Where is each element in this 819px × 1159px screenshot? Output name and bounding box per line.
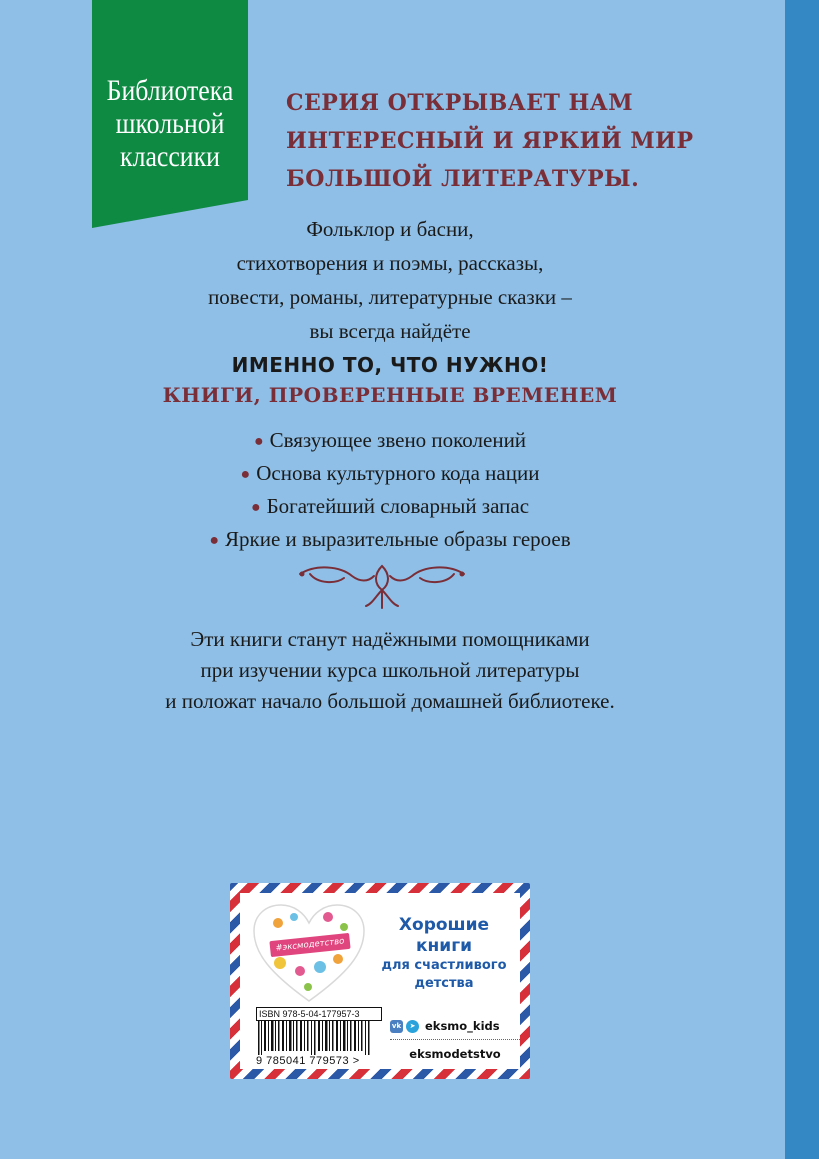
list-item xyxy=(60,457,720,490)
isbn: ISBN 978-5-04-177957-3 xyxy=(256,1007,382,1021)
headline-line: БОЛЬШОЙ ЛИТЕРАТУРЫ. xyxy=(286,166,640,192)
heart-logo xyxy=(250,901,368,1005)
site-handle: eksmodetstvo xyxy=(409,1047,501,1061)
series-name-line: школьной xyxy=(115,107,225,140)
series-name xyxy=(103,74,237,173)
telegram-icon: ➤ xyxy=(406,1020,419,1033)
slogan-line: книги xyxy=(416,936,472,956)
list-item xyxy=(60,490,720,523)
vk-icon: vk xyxy=(390,1020,403,1033)
list-item-text: Богатейший словарный запас xyxy=(266,494,530,518)
sticker-panel xyxy=(240,893,520,1069)
headline-line: СЕРИЯ ОТКРЫВАЕТ НАМ xyxy=(286,90,634,116)
bullet-icon: ● xyxy=(250,499,261,516)
series-name-line: Библиотека xyxy=(106,74,234,107)
list-item-text: Основа культурного кода нации xyxy=(256,461,540,485)
genres-line: вы всегда найдёте xyxy=(309,319,471,343)
hashtag-badge: #эксмодетство xyxy=(269,933,350,957)
list-item-text: Связующее звено поколений xyxy=(269,428,527,452)
genres-paragraph xyxy=(60,212,720,382)
social-row xyxy=(390,1017,520,1040)
barcode-number: 9 785041 779573 > xyxy=(256,1055,360,1067)
slogan-line: Хорошие xyxy=(398,915,490,935)
feature-list xyxy=(60,424,720,556)
list-item-text: Яркие и выразительные образы героев xyxy=(225,527,571,551)
genres-line: Фольклор и басни, xyxy=(306,217,474,241)
social-links xyxy=(390,1017,520,1061)
book-spine xyxy=(785,0,819,1159)
promo-sticker xyxy=(230,883,530,1079)
slogan-line: для счастливого xyxy=(381,958,507,973)
closing-line: при изучении курса школьной литературы xyxy=(200,658,580,682)
headline xyxy=(286,84,756,198)
closing-line: Эти книги станут надёжными помощниками xyxy=(190,627,590,651)
bullet-icon: ● xyxy=(209,532,219,549)
social-handle: eksmo_kids xyxy=(425,1019,500,1033)
genres-line: стихотворения и поэмы, рассказы, xyxy=(236,251,544,275)
section-subhead: КНИГИ, ПРОВЕРЕННЫЕ ВРЕМЕНЕМ xyxy=(162,383,618,407)
series-ribbon xyxy=(92,0,248,228)
genres-line: повести, романы, литературные сказки – xyxy=(208,285,572,309)
bullet-icon: ● xyxy=(253,433,264,450)
closing-line: и положат начало большой домашней библиотеке. xyxy=(165,689,615,713)
genres-emphasis: ИМЕННО ТО, ЧТО НУЖНО! xyxy=(231,353,549,377)
ornament-divider-icon xyxy=(296,560,468,612)
list-item xyxy=(60,523,720,556)
list-item xyxy=(60,424,720,457)
series-name-line: классики xyxy=(120,140,220,173)
headline-line: ИНТЕРЕСНЫЙ И ЯРКИЙ МИР xyxy=(286,128,694,154)
bullet-icon: ● xyxy=(240,466,251,483)
sticker-slogan xyxy=(374,915,514,993)
slogan-line: детства xyxy=(414,976,474,991)
barcode-icon xyxy=(256,1021,378,1055)
closing-paragraph xyxy=(60,624,720,717)
